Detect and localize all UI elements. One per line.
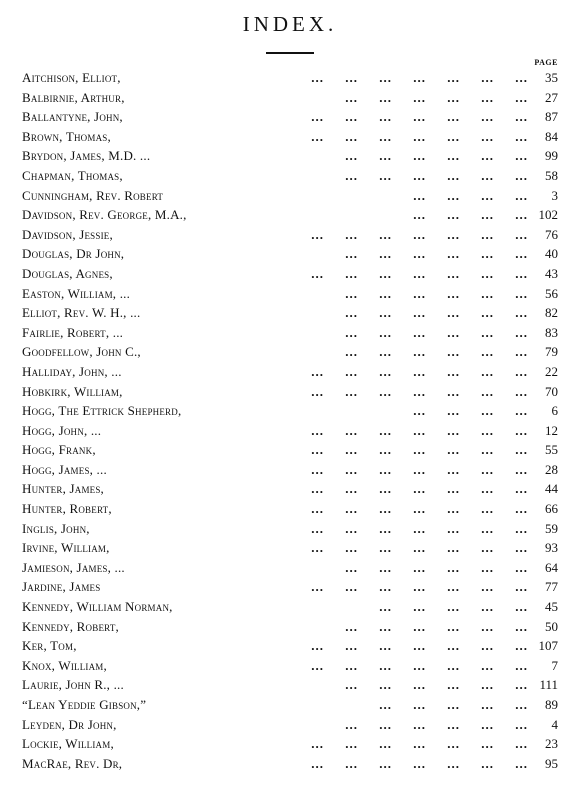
entry-page-number: 6 (551, 403, 558, 419)
index-entry (22, 675, 558, 695)
entry-name: Hogg, Frank, (22, 442, 96, 458)
index-entry (22, 479, 558, 499)
entry-page-number: 66 (545, 501, 558, 517)
entry-name: “Lean Yeddie Gibson,” (22, 697, 147, 712)
entry-name: Knox, William, (22, 657, 107, 673)
entry-page-number: 107 (538, 638, 558, 654)
index-entry (22, 362, 558, 382)
entry-page-number: 35 (545, 70, 558, 85)
entry-name: Kennedy, William Norman, (22, 599, 173, 615)
entry-page-number: 87 (545, 109, 558, 125)
entry-name: Cunningham, Rev. Robert (22, 187, 164, 203)
entry-name: Easton, William, ... (22, 285, 131, 301)
index-entry (22, 577, 558, 597)
index-entry (22, 558, 558, 578)
index-entry (22, 127, 558, 147)
entry-name: Fairlie, Robert, ... (22, 324, 124, 340)
entry-name: Davidson, Jessie, (22, 226, 113, 242)
index-entry (22, 617, 558, 637)
dot-leader: ... ... ... ... ... ... ... (311, 109, 528, 125)
entry-page-number: 56 (545, 285, 558, 301)
entry-name: Hogg, John, ... (22, 422, 102, 438)
index-entry (22, 342, 558, 362)
index-entry (22, 264, 558, 284)
dot-leader: ... ... ... ... ... ... ... (311, 363, 528, 379)
entry-name: Elliot, Rev. W. H., ... (22, 305, 141, 321)
entry-name: Aitchison, Elliot, (22, 70, 121, 85)
dot-leader: ... ... ... ... ... ... (345, 305, 528, 321)
entry-name: Douglas, Dr John, (22, 246, 125, 262)
dot-leader: ... ... ... ... ... ... ... (311, 481, 528, 497)
entry-name: Halliday, John, ... (22, 363, 122, 379)
index-entry (22, 695, 558, 715)
index-entry (22, 146, 558, 166)
entry-page-number: 23 (545, 736, 558, 752)
index-entry (22, 421, 558, 441)
index-entry (22, 205, 558, 225)
entry-page-number: 58 (545, 167, 558, 183)
entry-page-number: 64 (545, 559, 558, 575)
entry-page-number: 111 (539, 677, 558, 693)
entry-page-number: 76 (545, 226, 558, 242)
dot-leader: ... ... ... ... (413, 207, 528, 223)
index-entries (22, 68, 558, 773)
dot-leader: ... ... ... ... ... ... (345, 324, 528, 340)
entry-name: Goodfellow, John C., (22, 344, 141, 360)
dot-leader: ... ... ... ... ... ... (345, 344, 528, 360)
entry-page-number: 102 (538, 207, 558, 223)
dot-leader: ... ... ... ... ... ... (345, 167, 528, 183)
entry-page-number: 12 (545, 422, 558, 438)
index-entry (22, 284, 558, 304)
index-entry (22, 538, 558, 558)
index-entry (22, 715, 558, 735)
entry-name: Davidson, Rev. George, M.A., (22, 207, 187, 223)
entry-page-number: 77 (545, 579, 558, 595)
dot-leader: ... ... ... ... ... ... ... (311, 501, 528, 517)
index-entry (22, 303, 558, 323)
entry-page-number: 79 (545, 344, 558, 360)
entry-name: Jamieson, James, ... (22, 559, 125, 575)
entry-name: Irvine, William, (22, 540, 110, 556)
entry-page-number: 59 (545, 520, 558, 536)
dot-leader: ... ... ... ... ... ... (345, 148, 528, 164)
index-entry (22, 382, 558, 402)
entry-page-number: 44 (545, 481, 558, 497)
dot-leader: ... ... ... ... ... ... ... (311, 520, 528, 536)
dot-leader: ... ... ... ... ... ... ... (311, 461, 528, 477)
entry-name: Inglis, John, (22, 520, 90, 536)
entry-name: Hobkirk, William, (22, 383, 123, 399)
entry-name: Chapman, Thomas, (22, 167, 123, 183)
title-rule (266, 52, 314, 54)
entry-name: Hunter, James, (22, 481, 104, 497)
index-entry (22, 636, 558, 656)
entry-name: Brown, Thomas, (22, 128, 111, 144)
index-entry (22, 597, 558, 617)
entry-name: Ballantyne, John, (22, 109, 123, 125)
dot-leader: ... ... ... ... (413, 187, 528, 203)
entry-name: Ker, Tom, (22, 638, 77, 654)
dot-leader: ... ... ... ... ... (379, 697, 528, 712)
entry-name: Laurie, John R., ... (22, 677, 124, 693)
entry-name: Hogg, The Ettrick Shepherd, (22, 403, 182, 419)
entry-name: Lockie, William, (22, 736, 114, 752)
dot-leader: ... ... ... ... ... ... (345, 716, 528, 732)
dot-leader: ... ... ... ... ... ... (345, 559, 528, 575)
entry-page-number: 70 (545, 383, 558, 399)
entry-page-number: 4 (551, 716, 558, 732)
index-entry (22, 244, 558, 264)
entry-name: Kennedy, Robert, (22, 618, 119, 634)
index-entry (22, 460, 558, 480)
entry-page-number: 93 (545, 540, 558, 556)
entry-name: Jardine, James (22, 579, 101, 595)
dot-leader: ... ... ... ... ... ... ... (311, 70, 528, 85)
dot-leader: ... ... ... ... ... ... ... (311, 422, 528, 438)
dot-leader: ... ... ... ... ... ... ... (311, 755, 528, 771)
entry-name: Hogg, James, ... (22, 461, 107, 477)
dot-leader: ... ... ... ... ... ... ... (311, 128, 528, 144)
index-entry (22, 519, 558, 539)
entry-name: Leyden, Dr John, (22, 716, 117, 732)
dot-leader: ... ... ... ... ... ... (345, 246, 528, 262)
dot-leader: ... ... ... ... ... ... ... (311, 579, 528, 595)
entry-page-number: 45 (545, 599, 558, 615)
dot-leader: ... ... ... ... ... ... ... (311, 540, 528, 556)
entry-page-number: 95 (545, 755, 558, 771)
dot-leader: ... ... ... ... (413, 403, 528, 419)
entry-page-number: 27 (545, 89, 558, 105)
index-entry (22, 499, 558, 519)
index-entry (22, 323, 558, 343)
entry-page-number: 55 (545, 442, 558, 458)
dot-leader: ... ... ... ... ... ... ... (311, 265, 528, 281)
entry-page-number: 99 (545, 148, 558, 164)
page-column-header: PAGE (534, 58, 558, 67)
index-entry (22, 401, 558, 421)
index-entry (22, 440, 558, 460)
entry-name: Brydon, James, M.D. ... (22, 148, 151, 164)
dot-leader: ... ... ... ... ... ... ... (311, 657, 528, 673)
entry-page-number: 43 (545, 265, 558, 281)
entry-name: MacRae, Rev. Dr, (22, 755, 123, 771)
dot-leader: ... ... ... ... ... ... ... (311, 226, 528, 242)
entry-name: Hunter, Robert, (22, 501, 112, 517)
dot-leader: ... ... ... ... ... ... (345, 285, 528, 301)
dot-leader: ... ... ... ... ... ... ... (311, 736, 528, 752)
index-entry (22, 656, 558, 676)
entry-name: Douglas, Agnes, (22, 265, 113, 281)
dot-leader: ... ... ... ... ... ... ... (311, 638, 528, 654)
entry-page-number: 40 (545, 246, 558, 262)
entry-page-number: 7 (551, 657, 558, 673)
entry-page-number: 84 (545, 128, 558, 144)
entry-name: Balbirnie, Arthur, (22, 89, 125, 105)
index-entry (22, 225, 558, 245)
entry-page-number: 83 (545, 324, 558, 340)
dot-leader: ... ... ... ... ... ... ... (311, 442, 528, 458)
index-entry (22, 68, 558, 88)
dot-leader: ... ... ... ... ... ... ... (311, 383, 528, 399)
entry-page-number: 22 (545, 363, 558, 379)
index-entry (22, 166, 558, 186)
entry-page-number: 28 (545, 461, 558, 477)
entry-page-number: 89 (545, 697, 558, 712)
index-entry (22, 88, 558, 108)
dot-leader: ... ... ... ... ... ... (345, 89, 528, 105)
index-entry (22, 734, 558, 754)
index-entry (22, 754, 558, 774)
index-entry (22, 186, 558, 206)
entry-page-number: 50 (545, 618, 558, 634)
index-entry (22, 107, 558, 127)
page-title: INDEX. (242, 12, 338, 36)
dot-leader: ... ... ... ... ... (379, 599, 528, 615)
entry-page-number: 82 (545, 305, 558, 321)
entry-page-number: 3 (551, 187, 558, 203)
dot-leader: ... ... ... ... ... ... (345, 677, 528, 693)
dot-leader: ... ... ... ... ... ... (345, 618, 528, 634)
